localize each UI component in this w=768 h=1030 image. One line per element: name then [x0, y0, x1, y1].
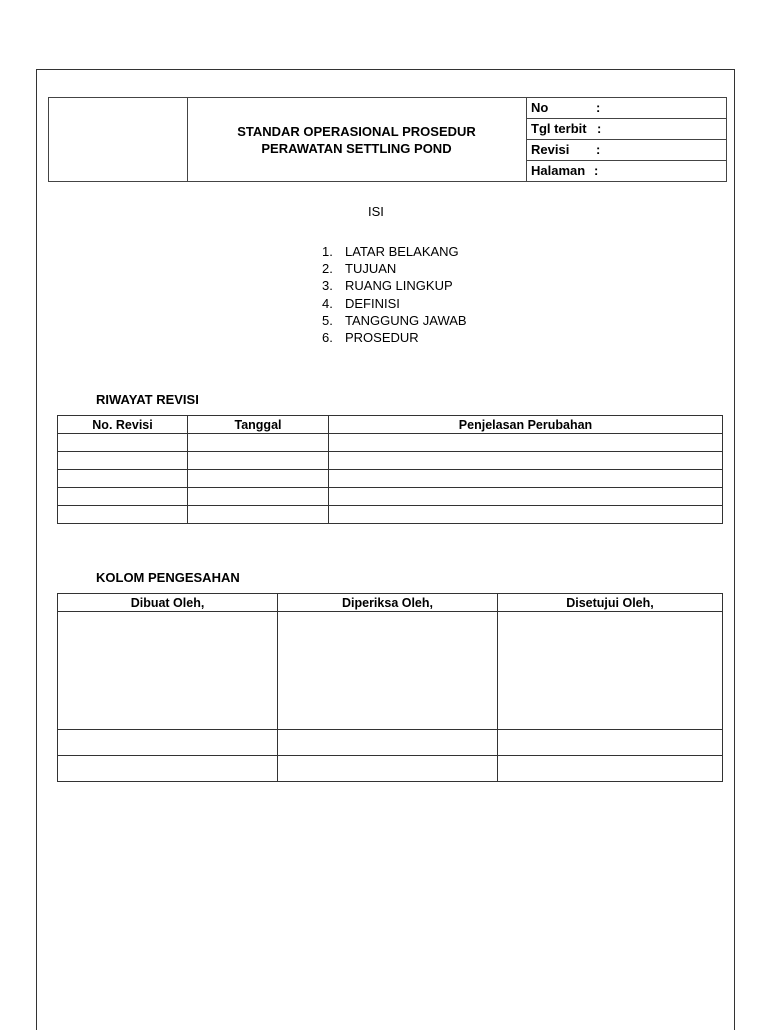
meta-no-label: No: [531, 100, 549, 115]
meta-no: [526, 98, 726, 119]
table-row: [58, 488, 723, 506]
list-item: [322, 312, 467, 329]
signature-box-disetujui[interactable]: [498, 612, 723, 730]
table-cell[interactable]: [329, 434, 723, 452]
meta-revisi: [526, 140, 726, 161]
list-item: [322, 243, 467, 260]
approval-table: [57, 593, 723, 782]
column-header-tanggal: Tanggal: [188, 416, 329, 434]
list-item-number: 1.: [322, 244, 333, 259]
revision-history-table: [57, 415, 723, 524]
table-cell[interactable]: [329, 470, 723, 488]
title-line-1: STANDAR OPERASIONAL PROSEDUR: [237, 123, 476, 139]
riwayat-revisi-heading: RIWAYAT REVISI: [96, 392, 199, 407]
table-row: [58, 434, 723, 452]
signature-box-diperiksa[interactable]: [278, 612, 498, 730]
table-cell[interactable]: [329, 452, 723, 470]
meta-revisi-colon: :: [596, 142, 601, 157]
list-item-number: 4.: [322, 295, 333, 311]
column-header-diperiksa-oleh: Diperiksa Oleh,: [278, 594, 498, 612]
list-item-number: 3.: [322, 278, 333, 294]
title-line-2: PERAWATAN SETTLING POND: [261, 140, 452, 156]
list-item-number: 5.: [322, 312, 333, 328]
signature-row: [58, 612, 723, 730]
table-row: [58, 452, 723, 470]
document-meta: [526, 98, 726, 181]
list-item: [322, 295, 467, 312]
list-item: [322, 260, 467, 277]
name-cell-dibuat[interactable]: [58, 730, 278, 756]
kolom-pengesahan-heading: KOLOM PENGESAHAN: [96, 570, 240, 585]
meta-halaman: [526, 161, 726, 182]
table-cell[interactable]: [188, 506, 329, 524]
list-item: [322, 329, 467, 346]
table-cell[interactable]: [58, 434, 188, 452]
list-item-label: LATAR BELAKANG: [345, 244, 459, 259]
isi-list: [322, 243, 467, 346]
name-cell-disetujui[interactable]: [498, 730, 723, 756]
list-item-number: 6.: [322, 330, 333, 346]
meta-no-colon: :: [596, 100, 601, 115]
table-row: [58, 506, 723, 524]
document-page: [36, 69, 735, 1030]
list-item-number: 2.: [322, 261, 333, 277]
meta-revisi-label: Revisi: [531, 142, 570, 157]
table-header-row: [58, 594, 723, 612]
table-cell[interactable]: [58, 506, 188, 524]
table-row: [58, 470, 723, 488]
list-item: [322, 277, 467, 294]
table-cell[interactable]: [188, 470, 329, 488]
table-cell[interactable]: [188, 452, 329, 470]
column-header-disetujui-oleh: Disetujui Oleh,: [498, 594, 723, 612]
list-item-label: RUANG LINGKUP: [345, 278, 453, 294]
column-header-no-revisi: No. Revisi: [58, 416, 188, 434]
table-cell[interactable]: [188, 488, 329, 506]
logo-cell: [49, 98, 188, 181]
column-header-dibuat-oleh: Dibuat Oleh,: [58, 594, 278, 612]
table-cell[interactable]: [58, 452, 188, 470]
name-cell-diperiksa[interactable]: [278, 730, 498, 756]
signature-box-dibuat[interactable]: [58, 612, 278, 730]
document-title: [187, 98, 527, 181]
table-cell[interactable]: [58, 470, 188, 488]
name-row: [58, 730, 723, 756]
meta-tgl-terbit: [526, 119, 726, 140]
meta-halaman-colon: :: [594, 163, 599, 178]
position-cell-diperiksa[interactable]: [278, 756, 498, 782]
meta-tgl-terbit-colon: :: [597, 121, 602, 136]
isi-heading: ISI: [368, 204, 384, 219]
list-item-label: PROSEDUR: [345, 330, 419, 346]
table-header-row: [58, 416, 723, 434]
table-cell[interactable]: [329, 506, 723, 524]
list-item-label: TANGGUNG JAWAB: [345, 312, 467, 328]
table-cell[interactable]: [58, 488, 188, 506]
position-row: [58, 756, 723, 782]
column-header-penjelasan: Penjelasan Perubahan: [329, 416, 723, 434]
list-item-label: TUJUAN: [345, 261, 397, 277]
document-header-table: [48, 97, 727, 182]
table-cell[interactable]: [329, 488, 723, 506]
meta-tgl-terbit-label: Tgl terbit: [531, 121, 587, 136]
meta-halaman-label: Halaman: [531, 163, 586, 178]
table-cell[interactable]: [188, 434, 329, 452]
position-cell-dibuat[interactable]: [58, 756, 278, 782]
list-item-label: DEFINISI: [345, 295, 400, 311]
position-cell-disetujui[interactable]: [498, 756, 723, 782]
